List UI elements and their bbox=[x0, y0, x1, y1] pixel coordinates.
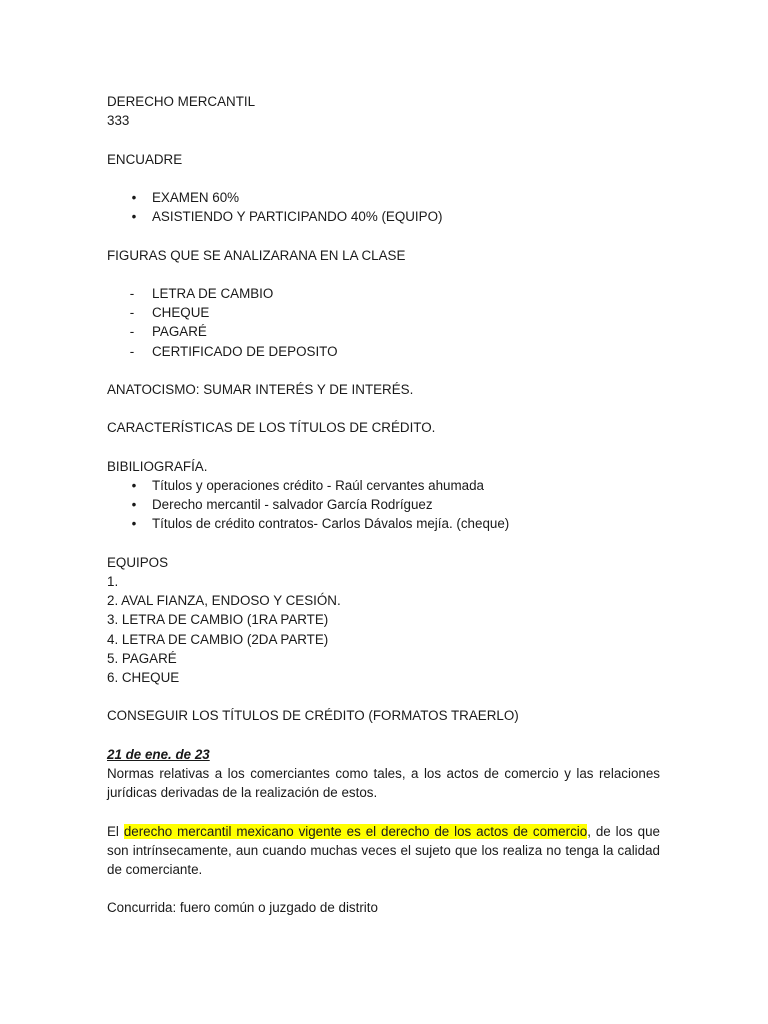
course-title: DERECHO MERCANTIL bbox=[107, 94, 256, 109]
bullet-icon: • bbox=[131, 189, 137, 205]
equipo-item: 5. PAGARÉ bbox=[107, 650, 177, 666]
equipos-heading: EQUIPOS bbox=[107, 554, 169, 570]
spacer bbox=[107, 687, 660, 706]
spacer bbox=[107, 879, 660, 898]
figuras-list bbox=[107, 284, 660, 361]
session-date: 21 de ene. de 23 bbox=[107, 746, 210, 762]
highlighted-text: derecho mercantil mexicano vigente es el derecho de los actos de comercio bbox=[123, 823, 588, 839]
course-code: 333 bbox=[107, 113, 130, 129]
document-page bbox=[107, 92, 664, 918]
equipo-item: 3. LETRA DE CAMBIO (1RA PARTE) bbox=[107, 612, 329, 628]
list-item: - CHEQUE bbox=[107, 303, 660, 322]
bullet-icon: • bbox=[131, 209, 137, 225]
conseguir-note: CONSEGUIR LOS TÍTULOS DE CRÉDITO (FORMATOS TRAERLO) bbox=[107, 708, 519, 724]
equipo-item: 4. LETRA DE CAMBIO (2DA PARTE) bbox=[107, 631, 329, 647]
spacer bbox=[107, 265, 660, 284]
definition-paragraph: Normas relativas a los comerciantes como tales, a los actos de comercio y las relaciones jurídicas derivadas de la realización de estos. bbox=[107, 765, 664, 801]
encuadre-list bbox=[107, 188, 660, 226]
list-item: • Derecho mercantil - salvador García Rodríguez bbox=[107, 495, 660, 514]
spacer bbox=[107, 534, 660, 553]
highlight-paragraph bbox=[107, 822, 664, 880]
bibliografia-heading: BIBILIOGRAFÍA. bbox=[107, 458, 208, 474]
spacer bbox=[107, 130, 660, 149]
bullet-icon: • bbox=[131, 516, 137, 532]
para-suffix: , de los que son intrínsecamente, aun cuando muchas veces el sujeto que los realiza no tenga la calidad de comerciante. bbox=[107, 823, 664, 877]
bullet-icon: • bbox=[131, 477, 137, 493]
dash-marker: - bbox=[129, 343, 135, 359]
bibliografia-list bbox=[107, 476, 660, 534]
list-item: - PAGARÉ bbox=[107, 322, 660, 341]
dash-marker: - bbox=[129, 324, 135, 340]
anatocismo-note: ANATOCISMO: SUMAR INTERÉS Y DE INTERÉS. bbox=[107, 381, 414, 397]
bullet-icon: • bbox=[131, 497, 137, 513]
equipo-item: 6. CHEQUE bbox=[107, 669, 180, 685]
list-item: • ASISTIENDO Y PARTICIPANDO 40% (EQUIPO) bbox=[107, 207, 660, 226]
list-item: • EXAMEN 60% bbox=[107, 188, 660, 207]
list-item: • Títulos de crédito contratos- Carlos Dávalos mejía. (cheque) bbox=[107, 514, 660, 533]
spacer bbox=[107, 361, 660, 380]
spacer bbox=[107, 169, 660, 188]
dash-marker: - bbox=[129, 285, 135, 301]
dash-marker: - bbox=[129, 305, 135, 321]
spacer bbox=[107, 399, 660, 418]
list-item: - CERTIFICADO DE DEPOSITO bbox=[107, 342, 660, 361]
equipo-item: 1. bbox=[107, 573, 119, 589]
list-item: • Títulos y operaciones crédito - Raúl cervantes ahumada bbox=[107, 476, 660, 495]
figuras-heading: FIGURAS QUE SE ANALIZARANA EN LA CLASE bbox=[107, 247, 406, 263]
spacer bbox=[107, 726, 660, 745]
para-prefix: El bbox=[107, 823, 124, 839]
spacer bbox=[107, 226, 660, 245]
concurrida-note: Concurrida: fuero común o juzgado de distrito bbox=[107, 900, 378, 916]
list-item: - LETRA DE CAMBIO bbox=[107, 284, 660, 303]
spacer bbox=[107, 802, 660, 821]
caracteristicas-heading: CARACTERÍSTICAS DE LOS TÍTULOS DE CRÉDITO. bbox=[107, 420, 436, 436]
spacer bbox=[107, 438, 660, 457]
equipo-item: 2. AVAL FIANZA, ENDOSO Y CESIÓN. bbox=[107, 593, 341, 609]
encuadre-heading: ENCUADRE bbox=[107, 151, 183, 167]
